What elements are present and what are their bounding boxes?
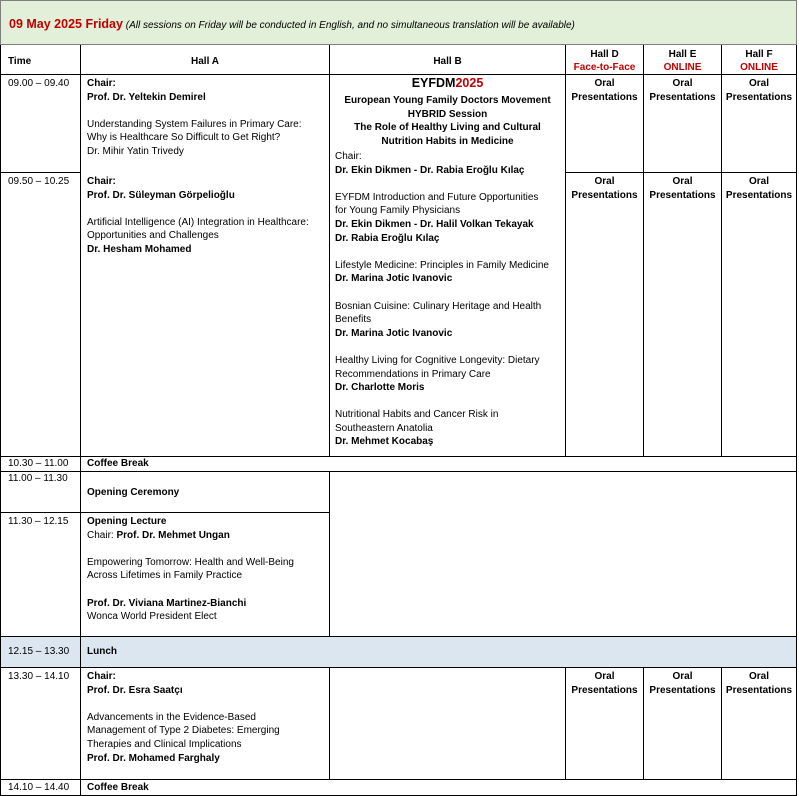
oral-presentations-cell [644,670,721,697]
chair-label: Chair: [87,671,116,682]
talk-title: Across Lifetimes in Family Practice [87,570,243,582]
speaker-name: Dr. Marina Jotic Ivanovic [335,327,453,339]
speaker-name: Prof. Dr. Viviana Martinez-Bianchi [87,597,247,609]
oral-line: Oral [748,78,769,89]
chair-name: Dr. Ekin Dikmen - Dr. Rabia Eroğlu Kılaç [335,164,525,176]
header-time: Time [8,56,32,67]
chair-label: Chair: [87,176,116,187]
grid-line [796,45,797,796]
header-hall-f-mode: ONLINE [740,62,778,73]
coffee-break-label: Coffee Break [87,458,149,469]
grid-line [329,471,330,637]
header-hall-d-mode: Face-to-Face [573,62,636,73]
oral-line: Oral [594,671,615,682]
header-hall-d [566,48,643,74]
talk-title: Nutritional Habits and Cancer Risk in [335,409,499,421]
eyfdm-brand-name: EYFDM [411,76,456,90]
grid-line [0,636,797,637]
oral-presentations-cell [566,175,643,202]
header-hall-f-name: Hall F [745,49,773,60]
oral-presentations-cell [566,77,643,104]
chair-label: Chair: [87,78,116,89]
oral-line: Presentations [571,91,638,103]
speaker-name: Dr. Hesham Mohamed [87,243,192,255]
grid-line [643,45,644,457]
oral-line: Presentations [649,91,716,103]
talk-title: Southeastern Anatolia [335,422,433,434]
lecture-label: Opening Lecture [87,516,167,527]
oral-line: Presentations [571,189,638,201]
chair-name: Prof. Dr. Esra Saatçı [87,684,183,696]
talk-title: Therapies and Clinical Implications [87,738,242,750]
header-hall-b: Hall B [433,56,462,67]
opening-ceremony-label: Opening Ceremony [87,487,180,498]
talk-title: for Young Family Physicians [335,205,461,217]
day-title: 09 May 2025 Friday [9,17,123,31]
oral-presentations-cell [644,175,721,202]
session-r2 [87,175,309,257]
oral-line: Presentations [725,91,793,103]
eyfdm-line: Nutrition Habits in Medicine [381,135,514,147]
oral-line: Oral [672,78,693,89]
talk-title: Opportunities and Challenges [87,230,219,242]
eyfdm-program [335,150,549,449]
header-hall-d-name: Hall D [590,49,619,60]
time-slot: 13.30 – 14.10 [8,671,70,682]
lecture-chair [87,529,294,543]
oral-line: Oral [594,78,615,89]
header-hall-e [644,48,721,74]
oral-presentations-cell [644,77,721,104]
grid-line [0,172,80,173]
oral-presentations-cell [722,175,796,202]
chair-name: Prof. Dr. Süleyman Görpelioğlu [87,189,235,201]
speaker-name: Dr. Rabia Eroğlu Kılaç [335,232,440,244]
grid-line [565,45,566,457]
speaker-role: Wonca World President Elect [87,611,217,623]
oral-line: Presentations [725,684,793,696]
chair-name: Prof. Dr. Yeltekin Demirel [87,91,206,103]
header-hall-f [722,48,796,74]
grid-line [0,74,797,75]
talk-title: EYFDM Introduction and Future Opportunities [335,191,539,203]
time-slot: 14.10 – 14.40 [8,782,70,793]
oral-line: Oral [594,176,615,187]
oral-line: Presentations [649,684,716,696]
oral-line: Oral [748,671,769,682]
time-slot: 11.30 – 12.15 [8,516,69,527]
speaker-name: Prof. Dr. Mohamed Farghaly [87,752,220,764]
eyfdm-heading [330,94,565,148]
opening-lecture [87,515,294,624]
time-slot: 12.15 – 13.30 [8,646,70,657]
oral-line: Oral [672,176,693,187]
talk-title: Healthy Living for Cognitive Longevity: Dietary [335,354,540,366]
oral-line: Oral [672,671,693,682]
eyfdm-line: HYBRID Session [407,108,488,120]
eyfdm-line: The Role of Healthy Living and Cultural [354,122,541,134]
oral-presentations-cell [722,77,796,104]
talk-title: Benefits [335,314,372,326]
oral-line: Presentations [649,189,716,201]
coffee-break-label: Coffee Break [87,782,149,793]
speaker-name: Dr. Mihir Yatin Trivedy [87,145,184,157]
talk-title: Recommendations in Primary Care [335,368,491,380]
grid-line [80,45,81,796]
grid-line [721,45,722,457]
oral-line: Presentations [725,189,793,201]
grid-line [329,667,330,780]
session-r3 [87,670,280,765]
eyfdm-brand-year: 2025 [455,76,484,90]
chair-prefix: Chair: [87,529,117,541]
talk-title: Empowering Tomorrow: Health and Well-Being [87,556,294,568]
grid-line [0,471,797,472]
talk-title: Artificial Intelligence (AI) Integration in Healthcare: [87,216,309,228]
header-hall-e-name: Hall E [668,49,697,60]
time-slot: 09.00 – 09.40 [8,78,70,89]
chair-label: Chair: [335,151,362,162]
speaker-name: Dr. Mehmet Kocabaş [335,436,434,448]
session-r1 [87,77,302,159]
language-note: (All sessions on Friday will be conducted in English, and no simultaneous translation will be available) [125,20,575,31]
lunch-label: Lunch [87,646,117,657]
talk-title: Management of Type 2 Diabetes: Emerging [87,725,280,737]
grid-line [0,45,1,796]
chair-name: Prof. Dr. Mehmet Ungan [116,529,230,541]
grid-line [0,779,797,780]
talk-title: Why is Healthcare So Difficult to Get Right? [87,132,281,144]
talk-title: Understanding System Failures in Primary Care: [87,118,302,130]
speaker-name: Dr. Ekin Dikmen - Dr. Halil Volkan Tekayak [335,218,534,230]
grid-line [565,172,797,173]
speaker-name: Dr. Charlotte Moris [335,382,425,394]
talk-title: Bosnian Cuisine: Culinary Heritage and Health [335,300,542,312]
oral-line: Presentations [571,684,638,696]
eyfdm-brand [330,76,565,91]
oral-presentations-cell [566,670,643,697]
eyfdm-line: European Young Family Doctors Movement [344,95,551,106]
oral-presentations-cell [722,670,796,697]
oral-line: Oral [748,176,769,187]
day-banner [0,0,797,45]
header-hall-a: Hall A [191,56,219,67]
time-slot: 09.50 – 10.25 [8,176,70,187]
time-slot: 11.00 – 11.30 [8,473,68,484]
lunch-row-background [0,636,797,667]
time-slot: 10.30 – 11.00 [8,458,69,469]
header-hall-e-mode: ONLINE [663,62,702,73]
speaker-name: Dr. Marina Jotic Ivanovic [335,273,453,285]
talk-title: Lifestyle Medicine: Principles in Family Medicine [335,259,549,271]
talk-title: Advancements in the Evidence-Based [87,711,256,723]
grid-line [0,667,797,668]
grid-line [0,512,329,513]
